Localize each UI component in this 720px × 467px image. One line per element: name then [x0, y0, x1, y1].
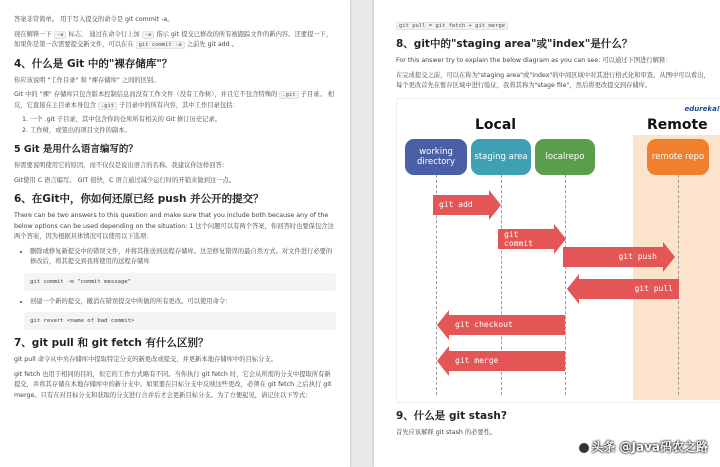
q5-paragraph-2: Git使用 C 语言编写。 GIT 很快，C 语言通过减少运行时的开销来做到这一点。 — [14, 176, 236, 184]
list-item: 1. 一个 .git 子目录，其中包含你的仓库所有相关的 Git 修订历史记录。 — [30, 115, 336, 126]
brand-logo: edureka! — [684, 104, 720, 113]
inline-code: .git — [279, 91, 298, 99]
q5-paragraph-1: 你需要说明使用它的原因，而不仅仅是说出语言的名称。我建议你这样回答： — [14, 162, 229, 169]
inline-code: .git — [98, 102, 117, 110]
inline-code: git commit -a — [136, 41, 185, 49]
inline-code: -a — [142, 31, 155, 39]
q4-paragraph-1: 你应该说明 "工作目录" 和 "裸存储库" 之间的区别。 — [14, 76, 160, 84]
working-directory-box: working directory — [405, 139, 467, 175]
heading-q8: 8、git中的"staging area"或"index"是什么？ — [396, 38, 633, 50]
q7-paragraph-2: git fetch 也用于相同的目的，但它的工作方式略有不同。当你执行 git fetch 时，它会从所需的分支中提取所有新提交，并将其存储在本地存储库中的新分支中。如果要在目标分支中反映这些更改，必须在 git fetch 之后执行 git merge。只有在对目标分支和获取的分支进行合并后才会更新目标分支。为了方便起见，请记住以下等式： — [14, 370, 332, 399]
code-block: git revert <name of bad commit> — [24, 312, 336, 330]
git-merge-arrow: git merge — [449, 351, 565, 371]
q8-paragraph-1: For this answer try to explain the below diagram as you can see: 可以通过下图进行解释： — [396, 57, 672, 64]
q8-paragraph-2: 在完成提交之前，可以在称为"staging area"或"index"的中间区域中对其进行格式化和审查。从图中可以看出，每个更改首先在暂存区域中进行验证，我将其称为"stage file"，然后将更改提交到存储库。 — [396, 71, 710, 89]
git-add-arrow: git add — [433, 195, 489, 215]
q4-list — [14, 115, 336, 136]
heading-q9: 9、什么是 git stash? — [396, 409, 507, 422]
q4-paragraph-2 — [14, 90, 336, 111]
left-document-page — [0, 0, 350, 467]
intro-paragraph-2 — [14, 30, 336, 51]
code-block: git commit -m "commit message" — [24, 273, 336, 291]
q7-paragraph-1: git pull 命令从中央存储库中提取特定分支的新更改或提交，并更新本地存储库中的目标分支。 — [14, 356, 277, 363]
q6-list-2 — [14, 297, 336, 308]
text-span: Git 中的 "裸" 存储库只包含版本控制信息而没有工作文件（没有工作树），并且它不包含特殊的 — [14, 91, 280, 98]
right-document-page — [374, 0, 720, 467]
list-item: • 删除或修复新提交中的错误文件，并将其推送到远程存储库。这是修复错误的最自然方式。对文件进行必要的修改后，将其提交到我将使用的远程存储库 — [30, 247, 336, 268]
text-span: 指示 git 提交已修改的所有被跟踪文件的新内容。还要提一下，如果你是第一次需要提交新文件，可以在在 — [14, 30, 333, 48]
local-title: Local — [475, 116, 517, 133]
heading-q7: 7、git pull 和 git fetch 有什么区别？ — [14, 337, 209, 349]
git-pull-arrow: git pull — [579, 279, 679, 299]
heading-q6: 6、在Git中，你如何还原已经 push 并公开的提交？ — [14, 193, 264, 205]
heading-q5: 5 Git 是用什么语言编写的？ — [14, 144, 138, 155]
q9-paragraph-1: 首先应该解释 git stash 的必要性。 — [396, 428, 497, 436]
q6-list — [14, 247, 336, 268]
heading-q4: 4、什么是 Git 中的"裸存储库"？ — [14, 57, 173, 70]
text-span: 现在解释一下 — [14, 30, 54, 38]
text-span: 标志， 通过在命令行上加 — [66, 30, 142, 38]
dashed-line — [565, 175, 566, 395]
list-item: 2. 工作树，或签出的项目文件的副本。 — [30, 126, 336, 137]
git-commit-arrow: git commit — [498, 229, 554, 249]
remote-repo-box: remote repo — [647, 139, 709, 175]
staging-area-box: staging area — [471, 139, 531, 175]
watermark-text: 头条 @Java码农之路 — [591, 440, 708, 454]
inline-code: -a — [54, 31, 67, 39]
git-staging-diagram — [396, 98, 720, 403]
localrepo-box: localrepo — [535, 139, 595, 175]
list-item: • 创建一个新的提交，撤消在错误提交中所做的所有更改。可以使用命令： — [30, 297, 336, 308]
git-push-arrow: git push — [563, 247, 663, 267]
watermark — [579, 438, 708, 455]
text-span: 子目录中的所有内容，其中工作目录包括： — [117, 101, 239, 109]
remote-title: Remote — [647, 116, 708, 133]
git-checkout-arrow: git checkout — [449, 315, 565, 335]
q6-paragraph-1: There can be two answers to this question and make sure that you include both because any of the below options can be used depending on the situation: 1 这个问题可以有两个答案，你回答时也要保包含这两个答案，因为根据具体情况可以使用以下选项： — [14, 212, 334, 240]
intro-paragraph-1: 答案非常简单。 用于写入提交的命令是 git commit -a。 — [14, 16, 174, 23]
inline-code: git pull = git fetch + git merge — [396, 22, 508, 30]
text-span: 子目录。 相反，它直接在主目录本身包含 — [14, 91, 335, 109]
account-icon — [579, 443, 589, 453]
text-span: 之前先 git add 。 — [184, 41, 238, 48]
